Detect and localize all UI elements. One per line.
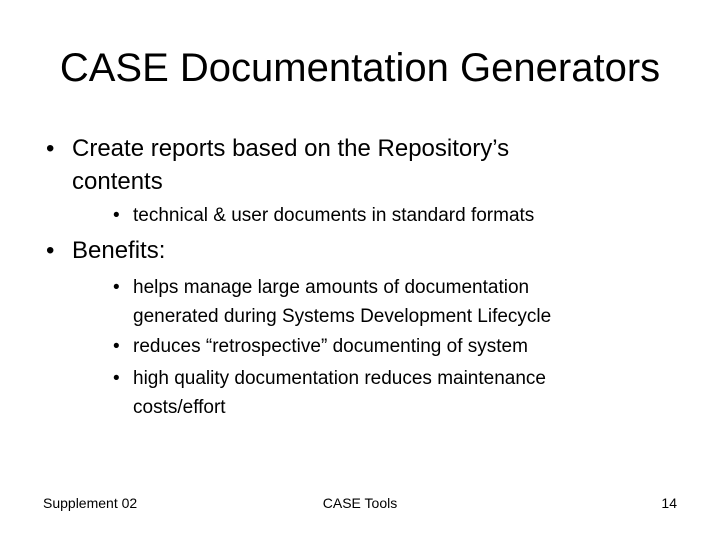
- bullet-marker: •: [46, 237, 55, 264]
- footer-page-number: 14: [661, 495, 677, 511]
- bullet-text: Create reports based on the Repository’s: [72, 135, 510, 162]
- sub-bullet-text: helps manage large amounts of documentation: [133, 277, 530, 298]
- footer-left: Supplement 02: [43, 495, 138, 511]
- sub-bullet-text: generated during Systems Development Lifecycle: [133, 306, 552, 327]
- bullet-text: Benefits:: [72, 237, 166, 264]
- slide-title: CASE Documentation Generators: [59, 46, 661, 90]
- sub-bullet-text: technical & user documents in standard formats: [133, 205, 535, 226]
- sub-bullet-text: costs/effort: [133, 397, 226, 418]
- sub-bullet-text: reduces “retrospective” documenting of system: [133, 336, 528, 357]
- bullet-text: contents: [72, 168, 163, 195]
- sub-bullet-text: high quality documentation reduces maintenance: [133, 368, 546, 389]
- sub-bullet-marker: •: [113, 277, 120, 298]
- footer-center: CASE Tools: [322, 495, 398, 511]
- sub-bullet-marker: •: [113, 336, 120, 357]
- bullet-marker: •: [46, 135, 55, 162]
- sub-bullet-marker: •: [113, 205, 120, 226]
- sub-bullet-marker: •: [113, 368, 120, 389]
